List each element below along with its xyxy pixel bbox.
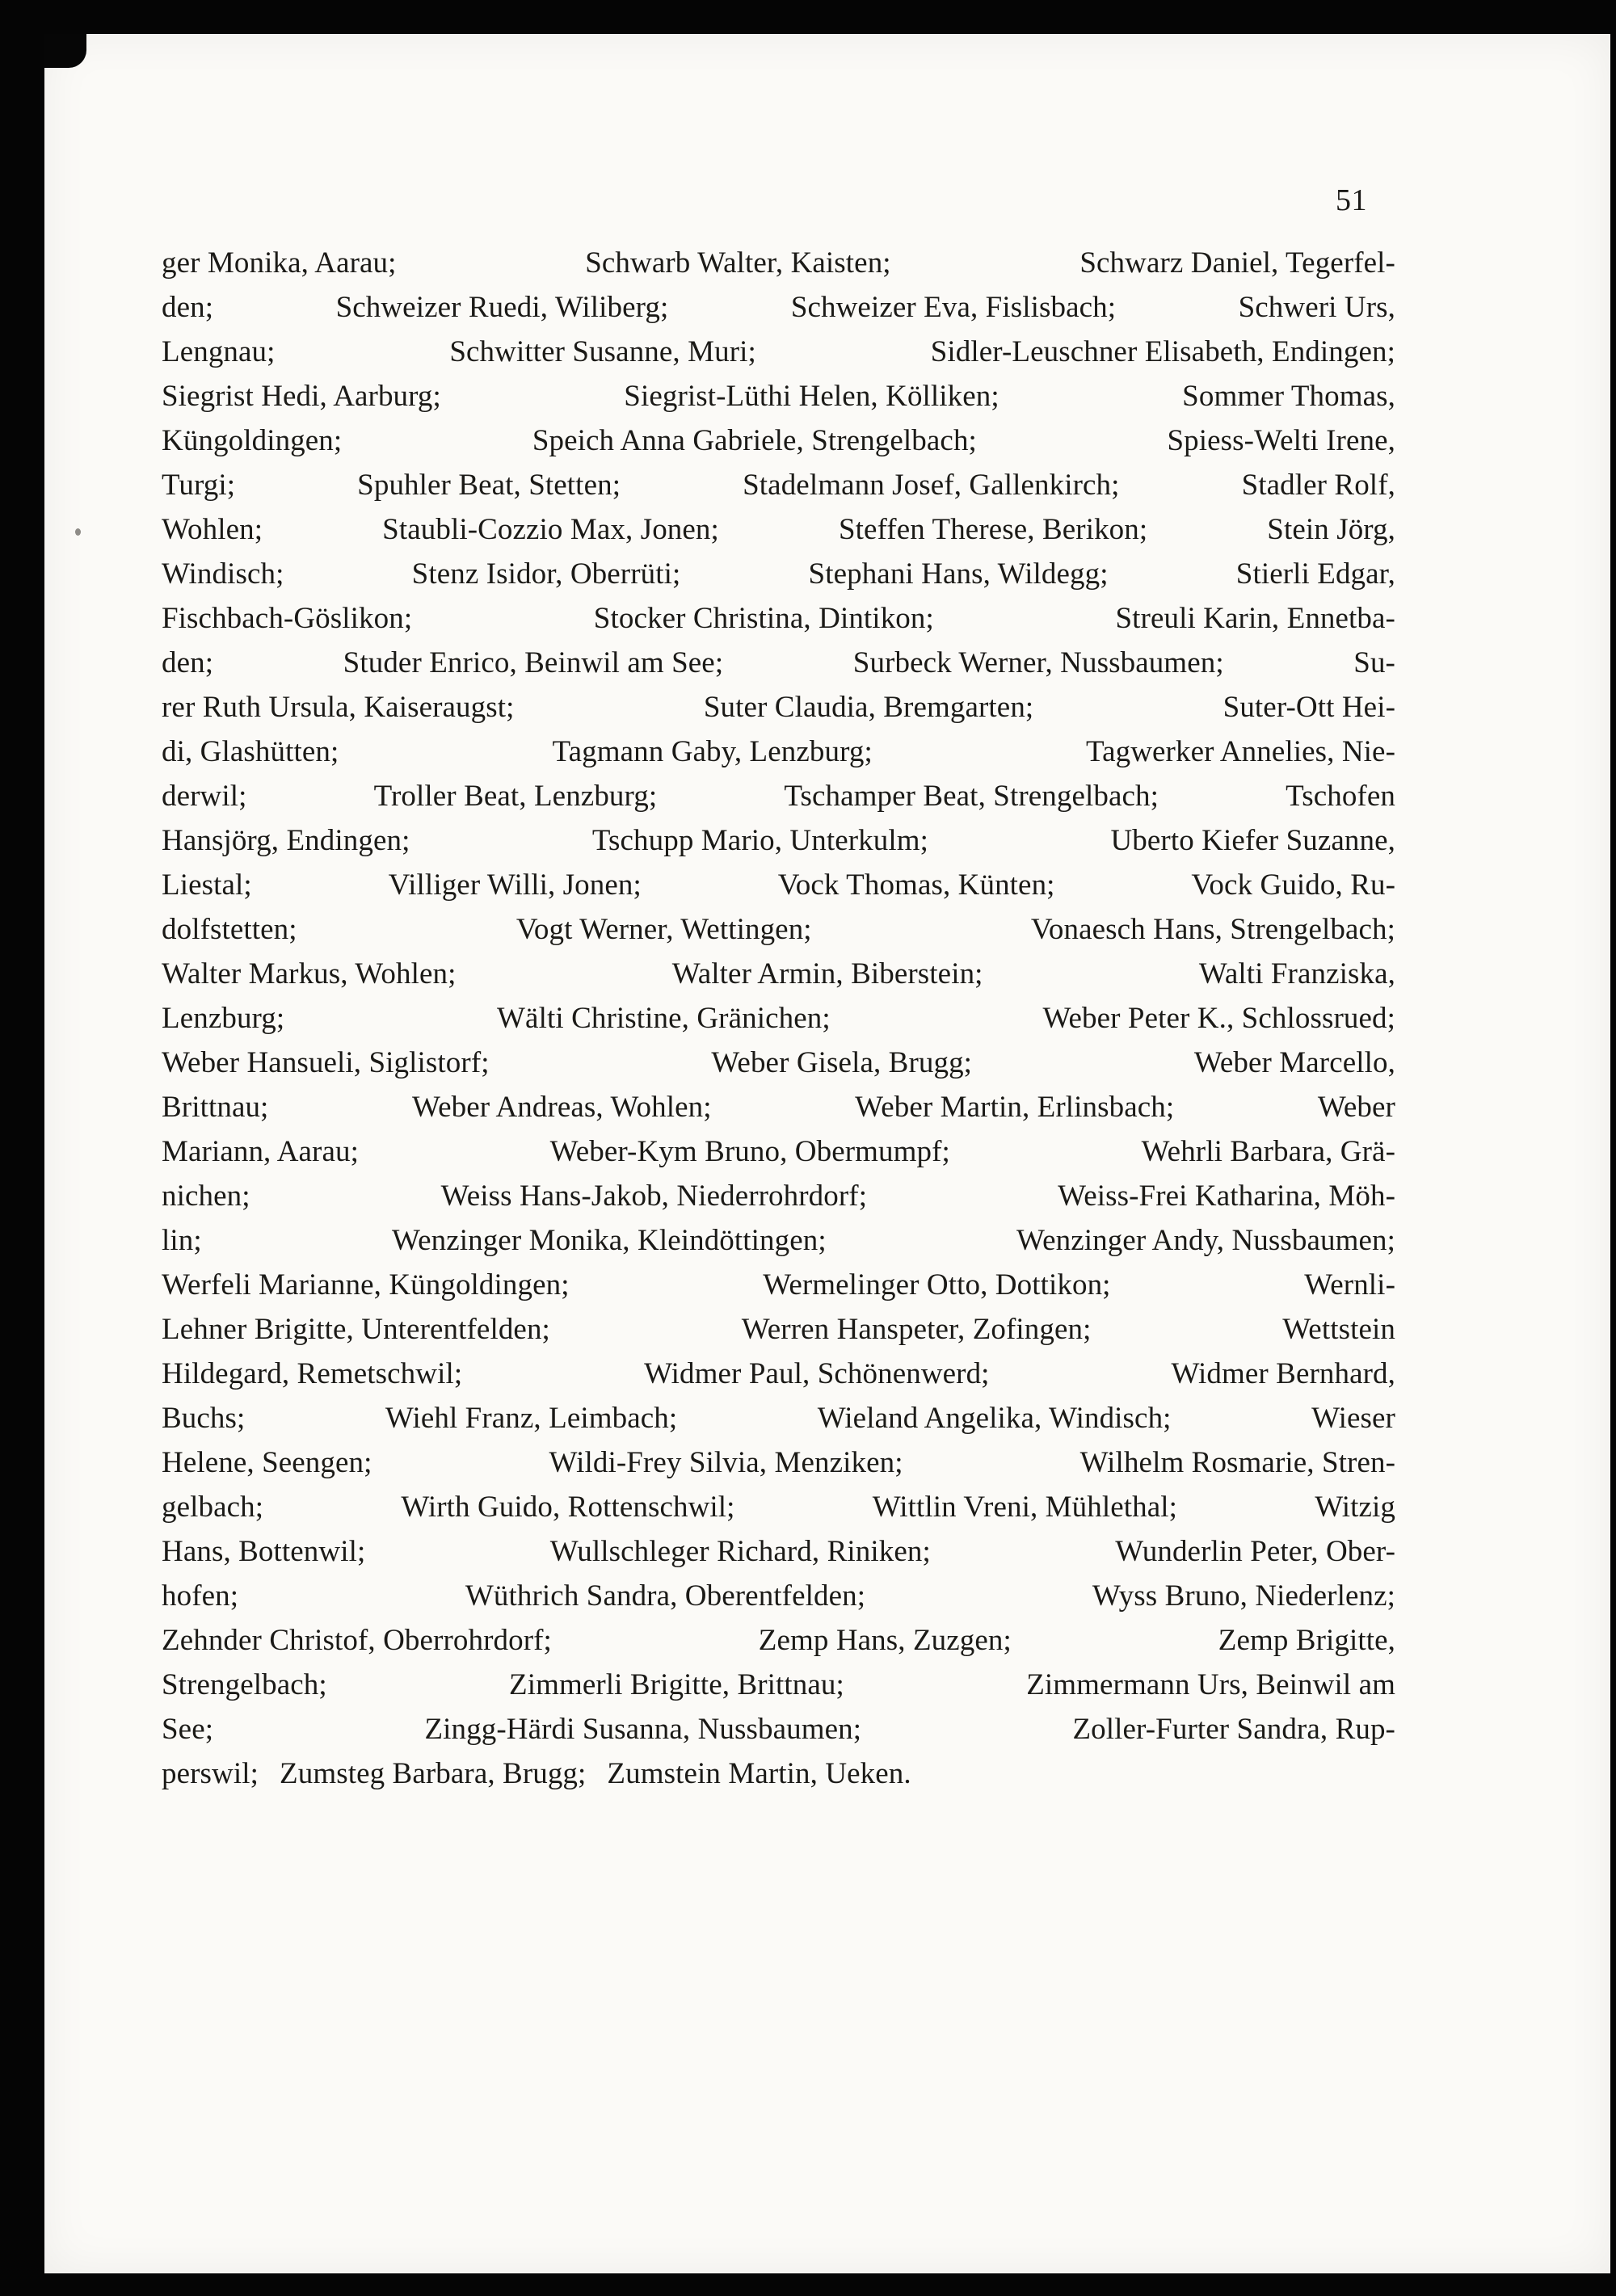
entry-segment: den; bbox=[162, 291, 214, 324]
entry-segment: Widmer Paul, Schönenwerd; bbox=[644, 1357, 990, 1390]
text-line bbox=[162, 285, 1395, 330]
entry-segment: Weber Peter K., Schlossrued; bbox=[1042, 1002, 1395, 1035]
entry-segment: ger Monika, Aarau; bbox=[162, 246, 397, 280]
entry-segment: Brittnau; bbox=[162, 1091, 269, 1124]
entry-segment: Wunderlin Peter, Ober- bbox=[1115, 1535, 1395, 1568]
entry-segment: Zemp Hans, Zuzgen; bbox=[758, 1624, 1012, 1657]
entry-segment: Stein Jörg, bbox=[1267, 513, 1395, 546]
entry-segment: gelbach; bbox=[162, 1491, 264, 1524]
entry-segment: Weber Martin, Erlinsbach; bbox=[855, 1091, 1175, 1124]
text-line bbox=[162, 818, 1395, 863]
text-line bbox=[162, 507, 1395, 552]
entry-segment: Troller Beat, Lenzburg; bbox=[373, 780, 658, 813]
text-line bbox=[162, 1352, 1395, 1396]
entry-segment: Schweri Urs, bbox=[1238, 291, 1395, 324]
entry-segment: Schweizer Eva, Fislisbach; bbox=[790, 291, 1117, 324]
entry-segment: Küngoldingen; bbox=[162, 424, 343, 457]
entry-segment: Werren Hanspeter, Zofingen; bbox=[741, 1313, 1092, 1346]
entry-segment: Strengelbach; bbox=[162, 1668, 327, 1701]
text-line bbox=[162, 1174, 1395, 1218]
entry-segment: Wenzinger Monika, Kleindöttingen; bbox=[392, 1224, 827, 1257]
entry-segment: lin; bbox=[162, 1224, 202, 1257]
text-line bbox=[162, 774, 1395, 818]
text-line bbox=[162, 1218, 1395, 1263]
entry-segment: Vonaesch Hans, Strengelbach; bbox=[1030, 913, 1395, 946]
entry-segment: Vock Guido, Ru- bbox=[1191, 868, 1395, 902]
text-line bbox=[162, 596, 1395, 641]
entry-segment: Weber Hansueli, Siglistorf; bbox=[162, 1046, 490, 1079]
entry-segment: Stephani Hans, Wildegg; bbox=[808, 557, 1109, 591]
entry-segment: Streuli Karin, Ennetba- bbox=[1115, 602, 1395, 635]
entry-segment: Siegrist-Lüthi Helen, Kölliken; bbox=[624, 380, 999, 413]
entry-segment: Vogt Werner, Wettingen; bbox=[516, 913, 812, 946]
entry-segment: Wälti Christine, Gränichen; bbox=[497, 1002, 831, 1035]
entry-segment: Lehner Brigitte, Unterentfelden; bbox=[162, 1313, 550, 1346]
paper-sheet bbox=[44, 34, 1610, 2273]
entry-segment: den; bbox=[162, 646, 214, 679]
entry-segment: Zingg-Härdi Susanna, Nussbaumen; bbox=[424, 1713, 862, 1746]
entry-segment: dolfstetten; bbox=[162, 913, 297, 946]
entry-segment: Wüthrich Sandra, Oberentfelden; bbox=[465, 1579, 866, 1613]
text-line bbox=[162, 1440, 1395, 1485]
entry-segment: Wernli- bbox=[1304, 1268, 1395, 1301]
entry-segment: Windisch; bbox=[162, 557, 284, 591]
entry-segment: Steffen Therese, Berikon; bbox=[838, 513, 1148, 546]
text-line bbox=[162, 1751, 1395, 1796]
entry-segment: Stocker Christina, Dintikon; bbox=[593, 602, 934, 635]
entry-segment: Mariann, Aarau; bbox=[162, 1135, 359, 1168]
text-line bbox=[162, 1129, 1395, 1174]
text-line bbox=[162, 1396, 1395, 1440]
entry-segment: Wilhelm Rosmarie, Stren- bbox=[1079, 1446, 1395, 1479]
text-line bbox=[162, 1663, 1395, 1707]
entry-segment: Stadelmann Josef, Gallenkirch; bbox=[743, 469, 1120, 502]
text-line bbox=[162, 1085, 1395, 1129]
entry-segment: Hildegard, Remetschwil; bbox=[162, 1357, 463, 1390]
text-line bbox=[162, 1041, 1395, 1085]
entry-segment: Wettstein bbox=[1282, 1313, 1395, 1346]
entry-segment: Wieser bbox=[1311, 1402, 1395, 1435]
text-line bbox=[162, 996, 1395, 1041]
scan-speck-artifact bbox=[75, 528, 81, 536]
entry-segment: Speich Anna Gabriele, Strengelbach; bbox=[532, 424, 977, 457]
entry-segment: Lengnau; bbox=[162, 335, 276, 368]
text-line bbox=[162, 730, 1395, 774]
entry-segment: Schwarz Daniel, Tegerfel- bbox=[1079, 246, 1395, 280]
entry-segment: nichen; bbox=[162, 1180, 250, 1213]
entry-segment: Weiss Hans-Jakob, Niederrohrdorf; bbox=[440, 1180, 868, 1213]
text-line bbox=[162, 641, 1395, 685]
entry-segment: Helene, Seengen; bbox=[162, 1446, 372, 1479]
entry-segment: Wittlin Vreni, Mühlethal; bbox=[872, 1491, 1178, 1524]
entry-segment: Wohlen; bbox=[162, 513, 263, 546]
text-line bbox=[162, 1618, 1395, 1663]
entry-segment: Hansjörg, Endingen; bbox=[162, 824, 410, 857]
text-line bbox=[162, 552, 1395, 596]
entry-segment: Suter Claudia, Bremgarten; bbox=[703, 691, 1034, 724]
entry-segment: Tagmann Gaby, Lenzburg; bbox=[552, 735, 873, 768]
entry-segment: Walter Markus, Wohlen; bbox=[162, 957, 457, 990]
entry-segment: Tschofen bbox=[1286, 780, 1395, 813]
entry-segment: Lenzburg; bbox=[162, 1002, 285, 1035]
entry-segment: Weiss-Frei Katharina, Möh- bbox=[1058, 1180, 1395, 1213]
entry-segment: Schwitter Susanne, Muri; bbox=[449, 335, 756, 368]
entry-segment: Wenzinger Andy, Nussbaumen; bbox=[1016, 1224, 1395, 1257]
entry-segment: Turgi; bbox=[162, 469, 236, 502]
entry-segment: Tschupp Mario, Unterkulm; bbox=[591, 824, 929, 857]
text-line bbox=[162, 1529, 1395, 1574]
entry-segment: Spiess-Welti Irene, bbox=[1167, 424, 1395, 457]
text-line bbox=[162, 1574, 1395, 1618]
entry-segment: Wyss Bruno, Niederlenz; bbox=[1092, 1579, 1395, 1613]
entry-segment: Weber Andreas, Wohlen; bbox=[412, 1091, 712, 1124]
entry-segment: Wehrli Barbara, Grä- bbox=[1141, 1135, 1395, 1168]
entry-segment: Hans, Bottenwil; bbox=[162, 1535, 366, 1568]
entry-segment: Weber Gisela, Brugg; bbox=[711, 1046, 973, 1079]
text-line bbox=[162, 685, 1395, 730]
entry-segment: Zumstein Martin, Ueken. bbox=[607, 1757, 911, 1790]
entry-segment: Weber Marcello, bbox=[1193, 1046, 1395, 1079]
entry-segment: Schweizer Ruedi, Wiliberg; bbox=[335, 291, 669, 324]
entry-segment: Spuhler Beat, Stetten; bbox=[357, 469, 621, 502]
page-number: 51 bbox=[1336, 183, 1367, 217]
text-line bbox=[162, 1485, 1395, 1529]
entry-segment: Sommer Thomas, bbox=[1182, 380, 1395, 413]
text-line bbox=[162, 952, 1395, 996]
entry-segment: Fischbach-Göslikon; bbox=[162, 602, 413, 635]
entry-segment: Wiehl Franz, Leimbach; bbox=[385, 1402, 678, 1435]
entry-segment: Wieland Angelika, Windisch; bbox=[817, 1402, 1172, 1435]
name-list bbox=[162, 241, 1395, 1796]
text-line bbox=[162, 863, 1395, 907]
entry-segment: Witzig bbox=[1315, 1491, 1395, 1524]
text-line bbox=[162, 1307, 1395, 1352]
entry-segment: Stierli Edgar, bbox=[1235, 557, 1395, 591]
entry-segment: Suter-Ott Hei- bbox=[1223, 691, 1395, 724]
entry-segment: Su- bbox=[1353, 646, 1395, 679]
entry-segment: Uberto Kiefer Suzanne, bbox=[1110, 824, 1395, 857]
entry-segment: Wirth Guido, Rottenschwil; bbox=[401, 1491, 735, 1524]
entry-segment: rer Ruth Ursula, Kaiseraugst; bbox=[162, 691, 515, 724]
entry-segment: perswil; bbox=[162, 1757, 259, 1790]
entry-segment: Zehnder Christof, Oberrohrdorf; bbox=[162, 1624, 552, 1657]
entry-segment: Surbeck Werner, Nussbaumen; bbox=[852, 646, 1224, 679]
entry-segment: See; bbox=[162, 1713, 214, 1746]
entry-segment: derwil; bbox=[162, 780, 247, 813]
entry-segment: di, Glashütten; bbox=[162, 735, 339, 768]
text-line bbox=[162, 374, 1395, 418]
entry-segment: Zimmermann Urs, Beinwil am bbox=[1026, 1668, 1395, 1701]
entry-segment: Siegrist Hedi, Aarburg; bbox=[162, 380, 441, 413]
entry-segment: Widmer Bernhard, bbox=[1171, 1357, 1395, 1390]
entry-segment: Studer Enrico, Beinwil am See; bbox=[343, 646, 724, 679]
entry-segment: Weber bbox=[1317, 1091, 1395, 1124]
entry-segment: Wermelinger Otto, Dottikon; bbox=[763, 1268, 1111, 1301]
entry-segment: Buchs; bbox=[162, 1402, 246, 1435]
text-line bbox=[162, 418, 1395, 463]
entry-segment: Staubli-Cozzio Max, Jonen; bbox=[382, 513, 719, 546]
entry-segment: Werfeli Marianne, Küngoldingen; bbox=[162, 1268, 570, 1301]
text-line bbox=[162, 463, 1395, 507]
entry-segment: Schwarb Walter, Kaisten; bbox=[585, 246, 891, 280]
scan-corner-artifact bbox=[44, 34, 86, 68]
entry-segment: Zumsteg Barbara, Brugg; bbox=[280, 1757, 587, 1790]
entry-segment: Tagwerker Annelies, Nie- bbox=[1085, 735, 1395, 768]
entry-segment: Vock Thomas, Künten; bbox=[777, 868, 1055, 902]
entry-segment: Wildi-Frey Silvia, Menziken; bbox=[549, 1446, 903, 1479]
entry-segment: Walti Franziska, bbox=[1198, 957, 1395, 990]
entry-segment: Tschamper Beat, Strengelbach; bbox=[784, 780, 1159, 813]
text-line bbox=[162, 1707, 1395, 1751]
entry-segment: Villiger Willi, Jonen; bbox=[388, 868, 642, 902]
text-line bbox=[162, 907, 1395, 952]
entry-segment: Weber-Kym Bruno, Obermumpf; bbox=[549, 1135, 950, 1168]
entry-segment: Liestal; bbox=[162, 868, 252, 902]
text-line bbox=[162, 1263, 1395, 1307]
entry-segment: Zimmerli Brigitte, Brittnau; bbox=[509, 1668, 844, 1701]
entry-segment: Zoller-Furter Sandra, Rup- bbox=[1072, 1713, 1395, 1746]
text-line bbox=[162, 330, 1395, 374]
text-line bbox=[162, 241, 1395, 285]
entry-segment: Zemp Brigitte, bbox=[1218, 1624, 1395, 1657]
entry-segment: Wullschleger Richard, Riniken; bbox=[549, 1535, 931, 1568]
entry-segment: Stenz Isidor, Oberrüti; bbox=[411, 557, 681, 591]
entry-segment: hofen; bbox=[162, 1579, 239, 1613]
entry-segment: Sidler-Leuschner Elisabeth, Endingen; bbox=[930, 335, 1395, 368]
entry-segment: Walter Armin, Biberstein; bbox=[671, 957, 983, 990]
entry-segment: Stadler Rolf, bbox=[1241, 469, 1395, 502]
